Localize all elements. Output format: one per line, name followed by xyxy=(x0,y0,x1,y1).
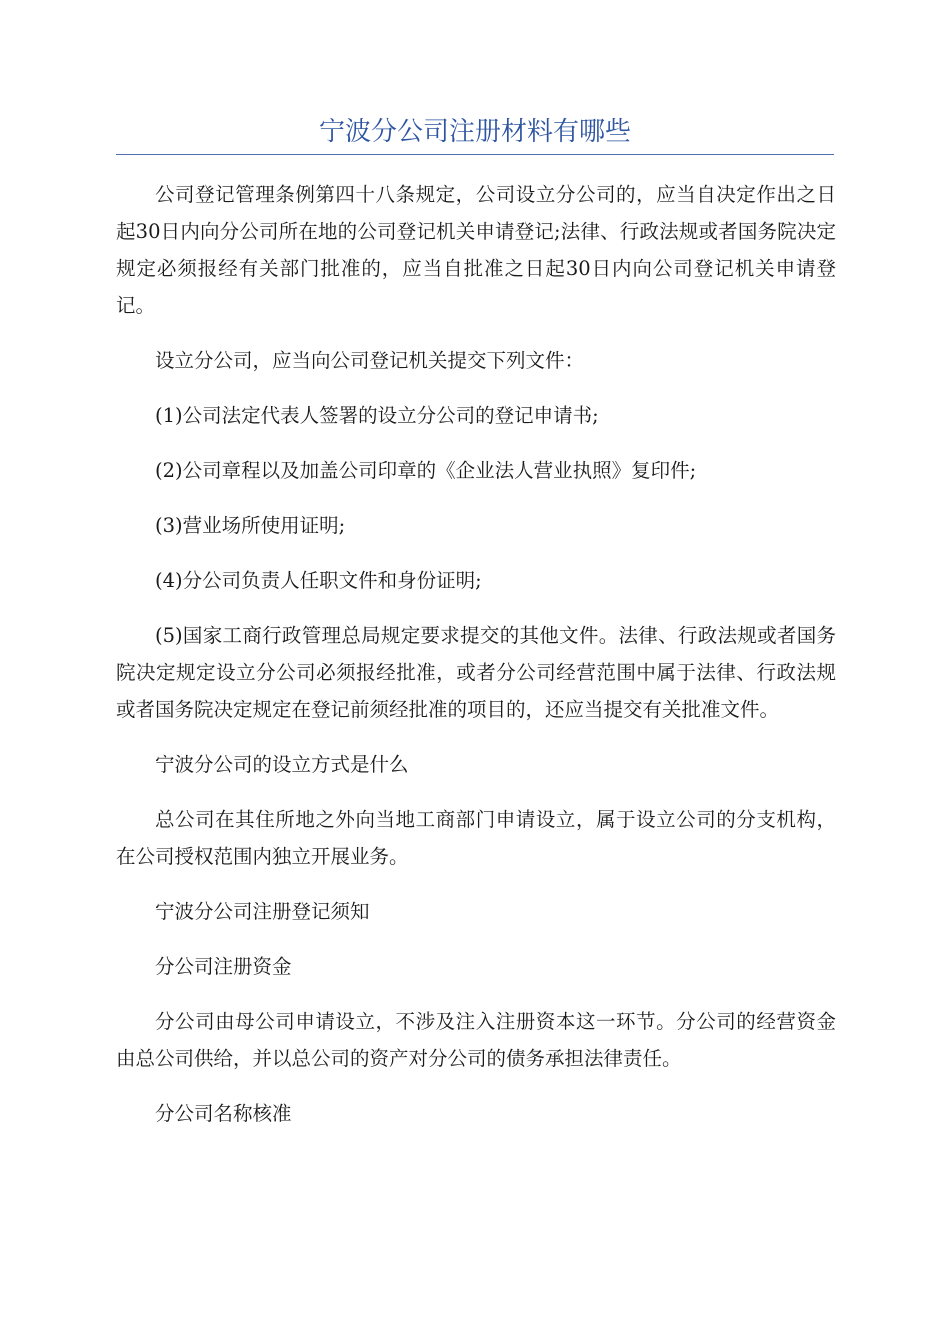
list-item-4: (4)分公司负责人任职文件和身份证明; xyxy=(155,569,482,592)
section-heading-capital: 分公司注册资金 xyxy=(155,955,292,978)
paragraph-establishment: 总公司在其住所地之外向当地工商部门申请设立，属于设立公司的分支机构，在公司授权范围内独立开展业务。 xyxy=(116,808,836,868)
title-underline xyxy=(116,154,834,155)
paragraph-documents-intro: 设立分公司，应当向公司登记机关提交下列文件： xyxy=(155,349,585,372)
document-title: 宁波分公司注册材料有哪些 xyxy=(318,117,631,147)
list-item-3: (3)营业场所使用证明; xyxy=(155,514,346,537)
section-heading-notice: 宁波分公司注册登记须知 xyxy=(155,900,370,923)
paragraph-regulation: 公司登记管理条例第四十八条规定，公司设立分公司的，应当自决定作出之日起30日内向分公司所在地的公司登记机关申请登记;法律、行政法规或者国务院决定规定必须报经有关部门批准的，应当自批准之日起30日内向公司登记机关申请登记。 xyxy=(116,183,836,317)
section-heading-name-approval: 分公司名称核准 xyxy=(155,1102,292,1125)
list-item-5: (5)国家工商行政管理总局规定要求提交的其他文件。法律、行政法规或者国务院决定规定设立分公司必须报经批准，或者分公司经营范围中属于法律、行政法规或者国务院决定规定在登记前须经批准的项目的，还应当提交有关批准文件。 xyxy=(116,624,836,721)
document-body xyxy=(116,176,836,1150)
section-heading-establishment: 宁波分公司的设立方式是什么 xyxy=(155,753,409,776)
list-item-1: (1)公司法定代表人签署的设立分公司的登记申请书; xyxy=(155,404,599,427)
list-item-2: (2)公司章程以及加盖公司印章的《企业法人营业执照》复印件; xyxy=(155,459,697,482)
paragraph-capital: 分公司由母公司申请设立，不涉及注入注册资本这一环节。分公司的经营资金由总公司供给，并以总公司的资产对分公司的债务承担法律责任。 xyxy=(116,1010,836,1070)
